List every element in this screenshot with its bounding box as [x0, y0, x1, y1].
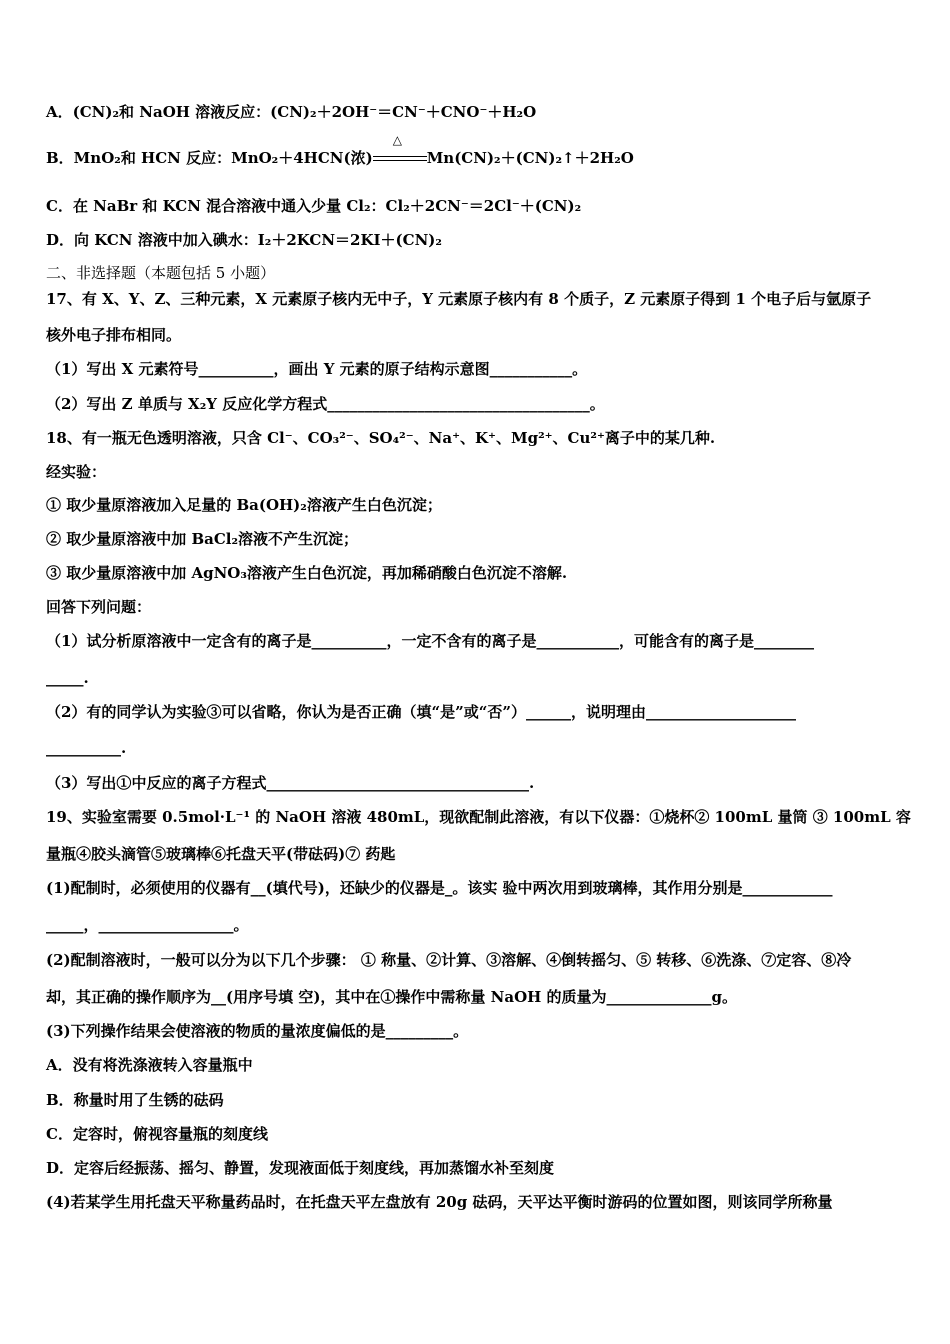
q18-step-2: ② 取少量原溶液中加 BaCl₂溶液不产生沉淀；	[46, 530, 359, 548]
q19-part-2: (2)配制溶液时，一般可以分为以下几个步骤： ① 称量、②计算、③溶解、④倒转摇匀、⑤ 转移、⑥洗涤、⑦定容、⑧冷	[46, 951, 852, 969]
option-c: C．在 NaBr 和 KCN 混合溶液中通入少量 Cl₂：Cl₂＋2CN⁻＝2Cl⁻＋(CN)₂	[46, 197, 582, 215]
q18-part-3: （3）写出①中反应的离子方程式___________________________________.	[46, 774, 535, 792]
q18-step-3: ③ 取少量原溶液中加 AgNO₃溶液产生白色沉淀，再加稀硝酸白色沉淀不溶解.	[46, 564, 568, 582]
q17-part-1: （1）写出 X 元素符号__________，画出 Y 元素的原子结构示意图___________。	[46, 360, 588, 378]
q19-part-2-cont: 却，其正确的操作顺序为__(用序号填 空)，其中在①操作中需称量 NaOH 的质量为______________g。	[46, 988, 738, 1006]
q17-stem-1: 17、有 X、Y、Z、三种元素，X 元素原子核内无中子，Y 元素原子核内有 8 个质子，Z 元素原子得到 1 个电子后与氩原子	[46, 290, 872, 308]
q19-part-4: (4)若某学生用托盘天平称量药品时，在托盘天平左盘放有 20g 砝码，天平达平衡时游码的位置如图，则该同学所称量	[46, 1193, 833, 1211]
option-d: D．向 KCN 溶液中加入碘水：I₂＋2KCN＝2KI＋(CN)₂	[46, 231, 442, 249]
q19-part-1-cont: _____，__________________。	[46, 916, 249, 934]
q19-stem-2: 量瓶④胶头滴管⑤玻璃棒⑥托盘天平(带砝码)⑦ 药匙	[46, 845, 396, 863]
option-b-right: Mn(CN)₂＋(CN)₂↑＋2H₂O	[426, 149, 634, 167]
heat-triangle-icon: △	[392, 133, 402, 147]
q19-stem-1: 19、实验室需要 0.5mol·L⁻¹ 的 NaOH 溶液 480mL，现欲配制此溶液，有以下仪器：①烧杯② 100mL 量筒 ③ 100mL 容	[46, 808, 911, 826]
q18-part-1: （1）试分析原溶液中一定含有的离子是__________，一定不含有的离子是___________，可能含有的离子是________	[46, 632, 814, 650]
option-b	[46, 133, 908, 168]
q17-part-2: （2）写出 Z 单质与 X₂Y 反应化学方程式___________________________________。	[46, 395, 605, 413]
q19-option-d: D．定容后经振荡、摇匀、静置，发现液面低于刻度线，再加蒸馏水补至刻度	[46, 1159, 555, 1177]
q18-part-1-cont: _____.	[46, 669, 89, 687]
q19-part-3: (3)下列操作结果会使溶液的物质的量浓度偏低的是_________。	[46, 1022, 469, 1040]
q18-step-1: ① 取少量原溶液加入足量的 Ba(OH)₂溶液产生白色沉淀；	[46, 496, 442, 514]
section-heading: 二、非选择题（本题包括 5 小题）	[46, 264, 276, 282]
q18-experiment-heading: 经实验：	[46, 463, 107, 481]
q17-stem-2: 核外电子排布相同。	[46, 326, 182, 344]
q18-answer-heading: 回答下列问题：	[46, 598, 152, 616]
heat-reaction-arrow	[373, 133, 427, 168]
q18-part-2-cont: __________.	[46, 739, 127, 757]
q19-part-1: (1)配制时，必须使用的仪器有__(填代号)，还缺少的仪器是_。该实 验中两次用到玻璃棒，其作用分别是____________	[46, 879, 833, 897]
q19-option-b: B．称量时用了生锈的砝码	[46, 1091, 224, 1109]
q18-part-2: （2）有的同学认为实验③可以省略，你认为是否正确（填“是”或“否”）______，说明理由____________________	[46, 703, 796, 721]
q19-option-a: A．没有将洗涤液转入容量瓶中	[46, 1056, 253, 1074]
option-a: A．(CN)₂和 NaOH 溶液反应：(CN)₂＋2OH⁻＝CN⁻＋CNO⁻＋H₂O	[46, 103, 537, 121]
option-b-left: B．MnO₂和 HCN 反应：MnO₂＋4HCN(浓)	[46, 149, 373, 167]
q18-stem: 18、有一瓶无色透明溶液，只含 Cl⁻、CO₃²⁻、SO₄²⁻、Na⁺、K⁺、Mg²⁺、Cu²⁺离子中的某几种.	[46, 429, 716, 447]
q19-option-c: C．定容时，俯视容量瓶的刻度线	[46, 1125, 268, 1143]
